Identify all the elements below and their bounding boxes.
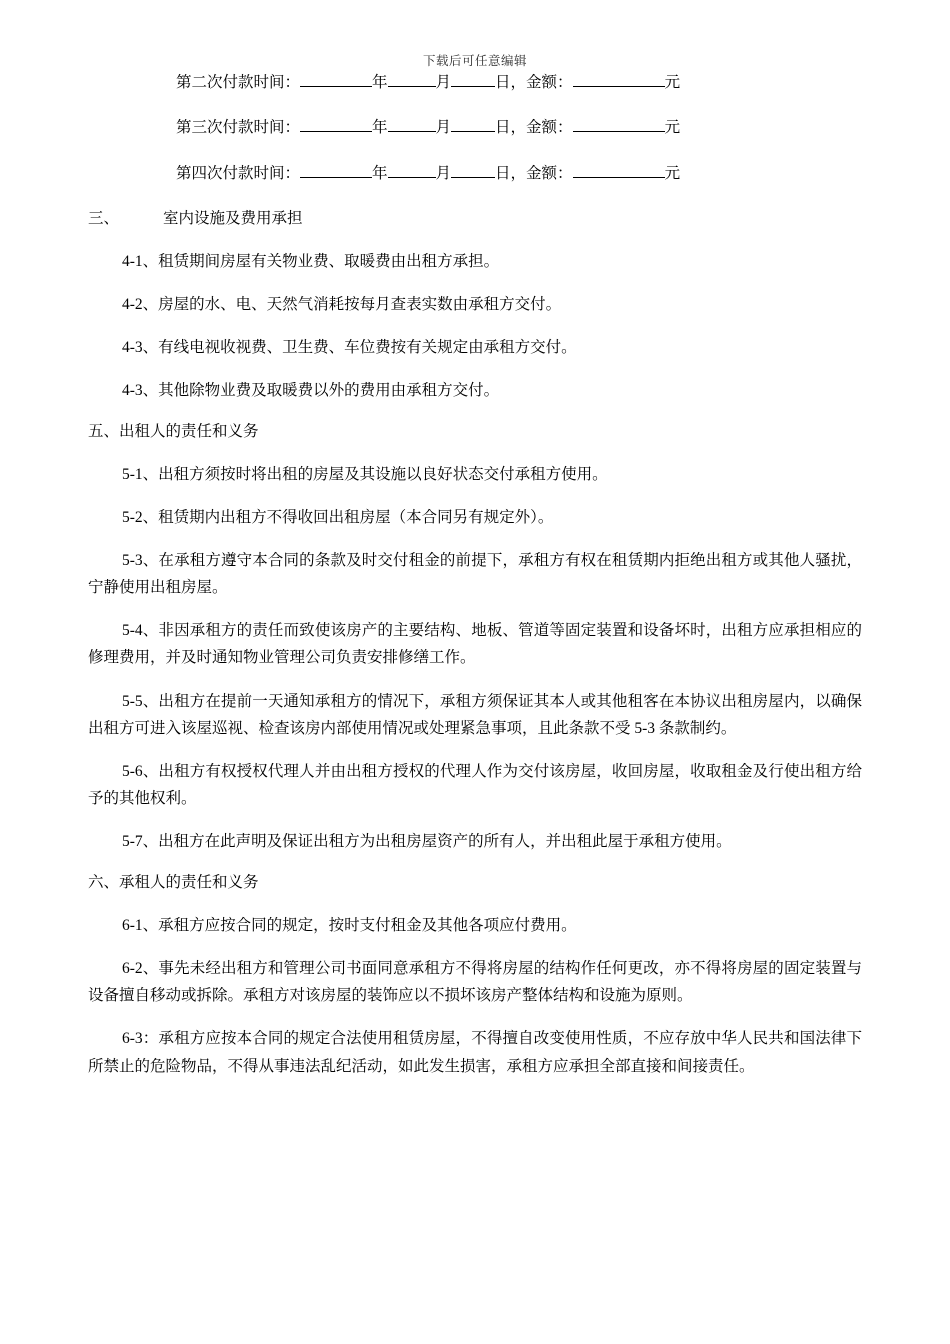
payment-line-4 <box>88 162 862 185</box>
section-three-heading <box>88 207 862 232</box>
payment-4-day-label: 日，金额： <box>495 164 573 182</box>
payment-line-3 <box>88 116 862 139</box>
clause-5-2: 5-2、租赁期内出租方不得收回出租房屋（本合同另有规定外）。 <box>122 508 554 526</box>
clause-5-4: 5-4、非因承租方的责任而致使该房产的主要结构、地板、管道等固定装置和设备坏时，出租方应承担相应的修理费用，并及时通知物业管理公司负责安排修缮工作。 <box>88 622 862 667</box>
payment-4-year-blank[interactable] <box>300 177 372 178</box>
payment-4-unit-label: 元 <box>664 164 681 182</box>
payment-2-unit-label: 元 <box>664 74 681 91</box>
payment-3-month-blank[interactable] <box>388 131 436 132</box>
payment-4-day-blank[interactable] <box>451 177 495 178</box>
clause-5-5: 5-5、出租方在提前一天通知承租方的情况下，承租方须保证其本人或其他租客在本协议出租房屋内，以确保出租方可进入该屋巡视、检查该房内部使用情况或处理紧急事项，且此条款不受 5-3 条款制约。 <box>88 692 862 737</box>
section-five-heading: 五、出租人的责任和义务 <box>88 423 259 441</box>
payment-4-month-blank[interactable] <box>388 177 436 178</box>
clause-6-1: 6-1、承租方应按合同的规定，按时支付租金及其他各项应付费用。 <box>122 917 577 935</box>
payment-4-amount-blank[interactable] <box>573 177 665 178</box>
payment-3-year-blank[interactable] <box>300 131 372 132</box>
clause-4-1: 4-1、租赁期间房屋有关物业费、取暖费由出租方承担。 <box>122 252 500 270</box>
clause-4-2: 4-2、房屋的水、电、天然气消耗按每月查表实数由承租方交付。 <box>122 295 562 313</box>
clause-5-6: 5-6、出租方有权授权代理人并由出租方授权的代理人作为交付该房屋，收回房屋，收取租金及行使出租方给予的其他权利。 <box>88 762 862 807</box>
clause-6-3: 6-3：承租方应按本合同的规定合法使用租赁房屋，不得擅自改变使用性质，不应存放中华人民共和国法律下所禁止的危险物品，不得从事违法乱纪活动，如此发生损害，承租方应承担全部直接和间接责任。 <box>88 1030 862 1075</box>
clause-4-3b: 4-3、其他除物业费及取暖费以外的费用由承租方交付。 <box>122 381 500 399</box>
clause-5-3: 5-3、在承租方遵守本合同的条款及时交付租金的前提下，承租方有权在租赁期内拒绝出租方或其他人骚扰，宁静使用出租房屋。 <box>88 552 862 597</box>
section-three-title: 室内设施及费用承担 <box>163 209 303 227</box>
payment-4-month-label: 月 <box>435 164 452 182</box>
payment-2-year-label: 年 <box>372 74 388 91</box>
payment-2-year-blank[interactable] <box>300 86 372 87</box>
payment-3-unit-label: 元 <box>664 119 681 137</box>
payment-4-year-label: 年 <box>372 164 388 182</box>
payment-2-prefix: 第二次付款时间： <box>176 74 301 91</box>
watermark-text: 下载后可任意编辑 <box>422 54 527 68</box>
payment-2-day-blank[interactable] <box>451 86 495 87</box>
clause-6-2: 6-2、事先未经出租方和管理公司书面同意承租方不得将房屋的结构作任何更改，亦不得将房屋的固定装置与设备擅自移动或拆除。承租方对该房屋的装饰应以不损坏该房产整体结构和设施为原则。 <box>88 960 862 1005</box>
section-six-heading: 六、承租人的责任和义务 <box>88 874 259 892</box>
payment-3-day-blank[interactable] <box>451 131 495 132</box>
payment-line-2 <box>88 71 862 94</box>
clause-5-1: 5-1、出租方须按时将出租的房屋及其设施以良好状态交付承租方使用。 <box>122 465 608 483</box>
payment-3-amount-blank[interactable] <box>573 131 665 132</box>
payment-2-day-label: 日，金额： <box>495 74 573 91</box>
clause-4-3a: 4-3、有线电视收视费、卫生费、车位费按有关规定由承租方交付。 <box>122 338 577 356</box>
payment-3-year-label: 年 <box>372 119 388 137</box>
section-three-number: 三、 <box>88 209 120 227</box>
payment-2-month-label: 月 <box>435 74 452 91</box>
payment-4-prefix: 第四次付款时间： <box>176 164 301 182</box>
payment-3-day-label: 日，金额： <box>495 119 573 137</box>
clause-5-7: 5-7、出租方在此声明及保证出租方为出租房屋资产的所有人，并出租此屋于承租方使用。 <box>122 833 732 851</box>
payment-2-amount-blank[interactable] <box>573 86 665 87</box>
payment-2-month-blank[interactable] <box>388 86 436 87</box>
payment-3-prefix: 第三次付款时间： <box>176 119 301 137</box>
payment-3-month-label: 月 <box>435 119 452 137</box>
